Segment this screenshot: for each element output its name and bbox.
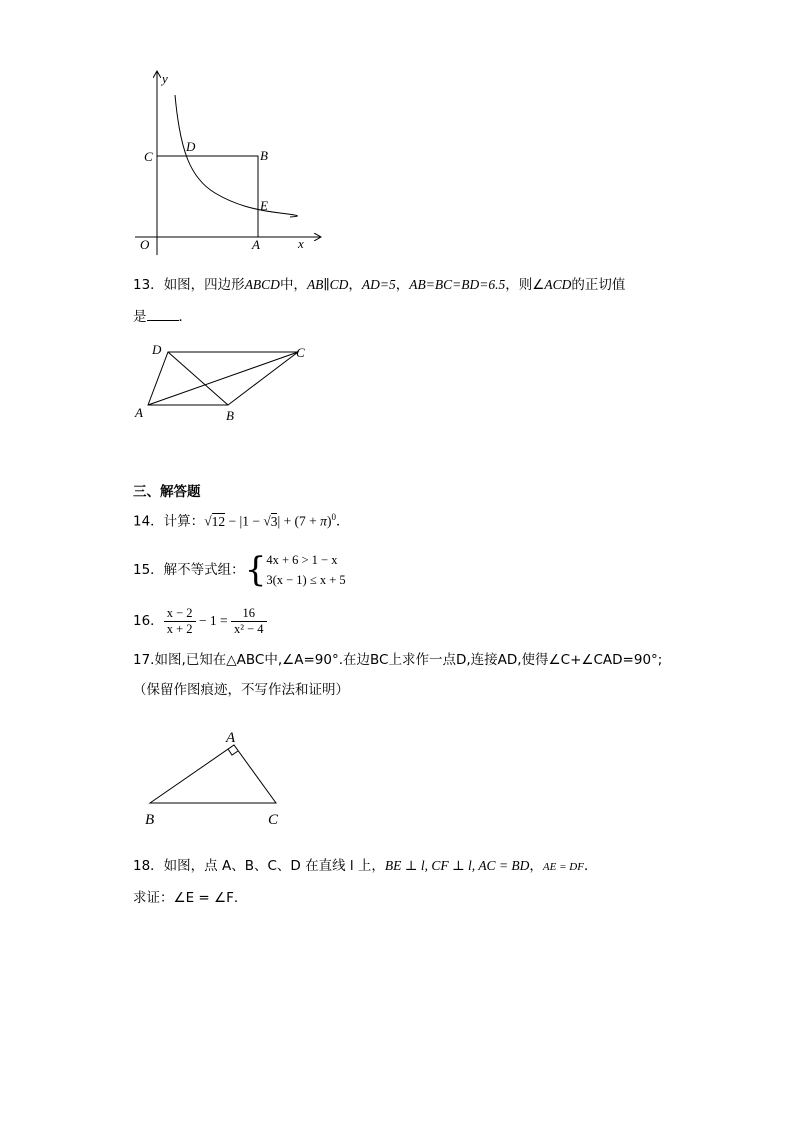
label-e: E — [260, 198, 268, 213]
label-d: D — [152, 342, 162, 357]
answer-blank[interactable] — [147, 308, 179, 321]
hyperbola-rectangle-figure — [120, 60, 335, 260]
label-b: B — [260, 148, 268, 163]
diagonal-bd — [168, 352, 228, 405]
question-16: 16． $\frac{x - 2}{x + 2}$ − 1 = $\frac{16}{\text{x² − 4}}$ — [133, 603, 267, 639]
question-13-line2: 是 ． — [133, 309, 192, 325]
diagonal-ac — [148, 352, 298, 405]
label-c: C — [296, 345, 305, 360]
left-brace: { — [244, 550, 267, 590]
question-13: 13．如图，四边形ABCD中，AB∥CD，AD=5，AB=BC=BD=6.5，则∠ACD的正切值 — [133, 277, 626, 293]
label-x: x — [298, 236, 304, 251]
question-14: 14．计算：$√12 - |1 - √3| + (7 + \pi)^0$． — [133, 512, 350, 530]
label-a: A — [226, 730, 236, 746]
abs-value: |1 − √3| — [239, 513, 281, 529]
label-y: y — [162, 71, 168, 86]
label-b: B — [145, 812, 155, 828]
quadrilateral-figure — [130, 338, 320, 426]
right-angle-mark — [228, 749, 238, 755]
label-a: A — [135, 405, 143, 420]
rectangle-ocba — [157, 156, 258, 237]
inequality-system: 4x + 6 > 1 − x 3(x − 1) ≤ x + 5 — [266, 553, 346, 587]
question-15: 15．解不等式组：{ 4x + 6 > 1 − x 3(x − 1) ≤ x + 5 — [133, 550, 346, 590]
sqrt-12: √12 — [204, 513, 226, 529]
section-title: 三、解答题 — [133, 484, 201, 500]
question-18-line2: 求证：∠E = ∠F． — [133, 890, 248, 906]
right-triangle-figure — [140, 725, 290, 830]
fraction-1: $\frac{x - 2}{x + 2}$ — [164, 606, 196, 637]
question-18-line1: 18．如图，点 A、B、C、D 在直线 l 上，BE ⊥ l, CF ⊥ l, AC = BD，AE = DF． — [133, 858, 598, 874]
label-c: C — [268, 812, 279, 828]
question-17-line1: 17.如图,已知在△ABC中,∠A=90°.在边BC上求作一点D,连接AD,使得∠C+∠CAD=90°; — [133, 652, 663, 668]
question-17-line2: （保留作图痕迹，不写作法和证明） — [133, 682, 349, 698]
triangle-abc — [150, 745, 276, 803]
label-d: D — [186, 139, 196, 154]
label-b: B — [226, 408, 234, 423]
label-c: C — [144, 149, 153, 164]
fraction-2: $\frac{16}{\text{x² − 4}}$ — [231, 606, 267, 637]
label-a: A — [252, 237, 260, 252]
label-o: O — [140, 237, 150, 252]
